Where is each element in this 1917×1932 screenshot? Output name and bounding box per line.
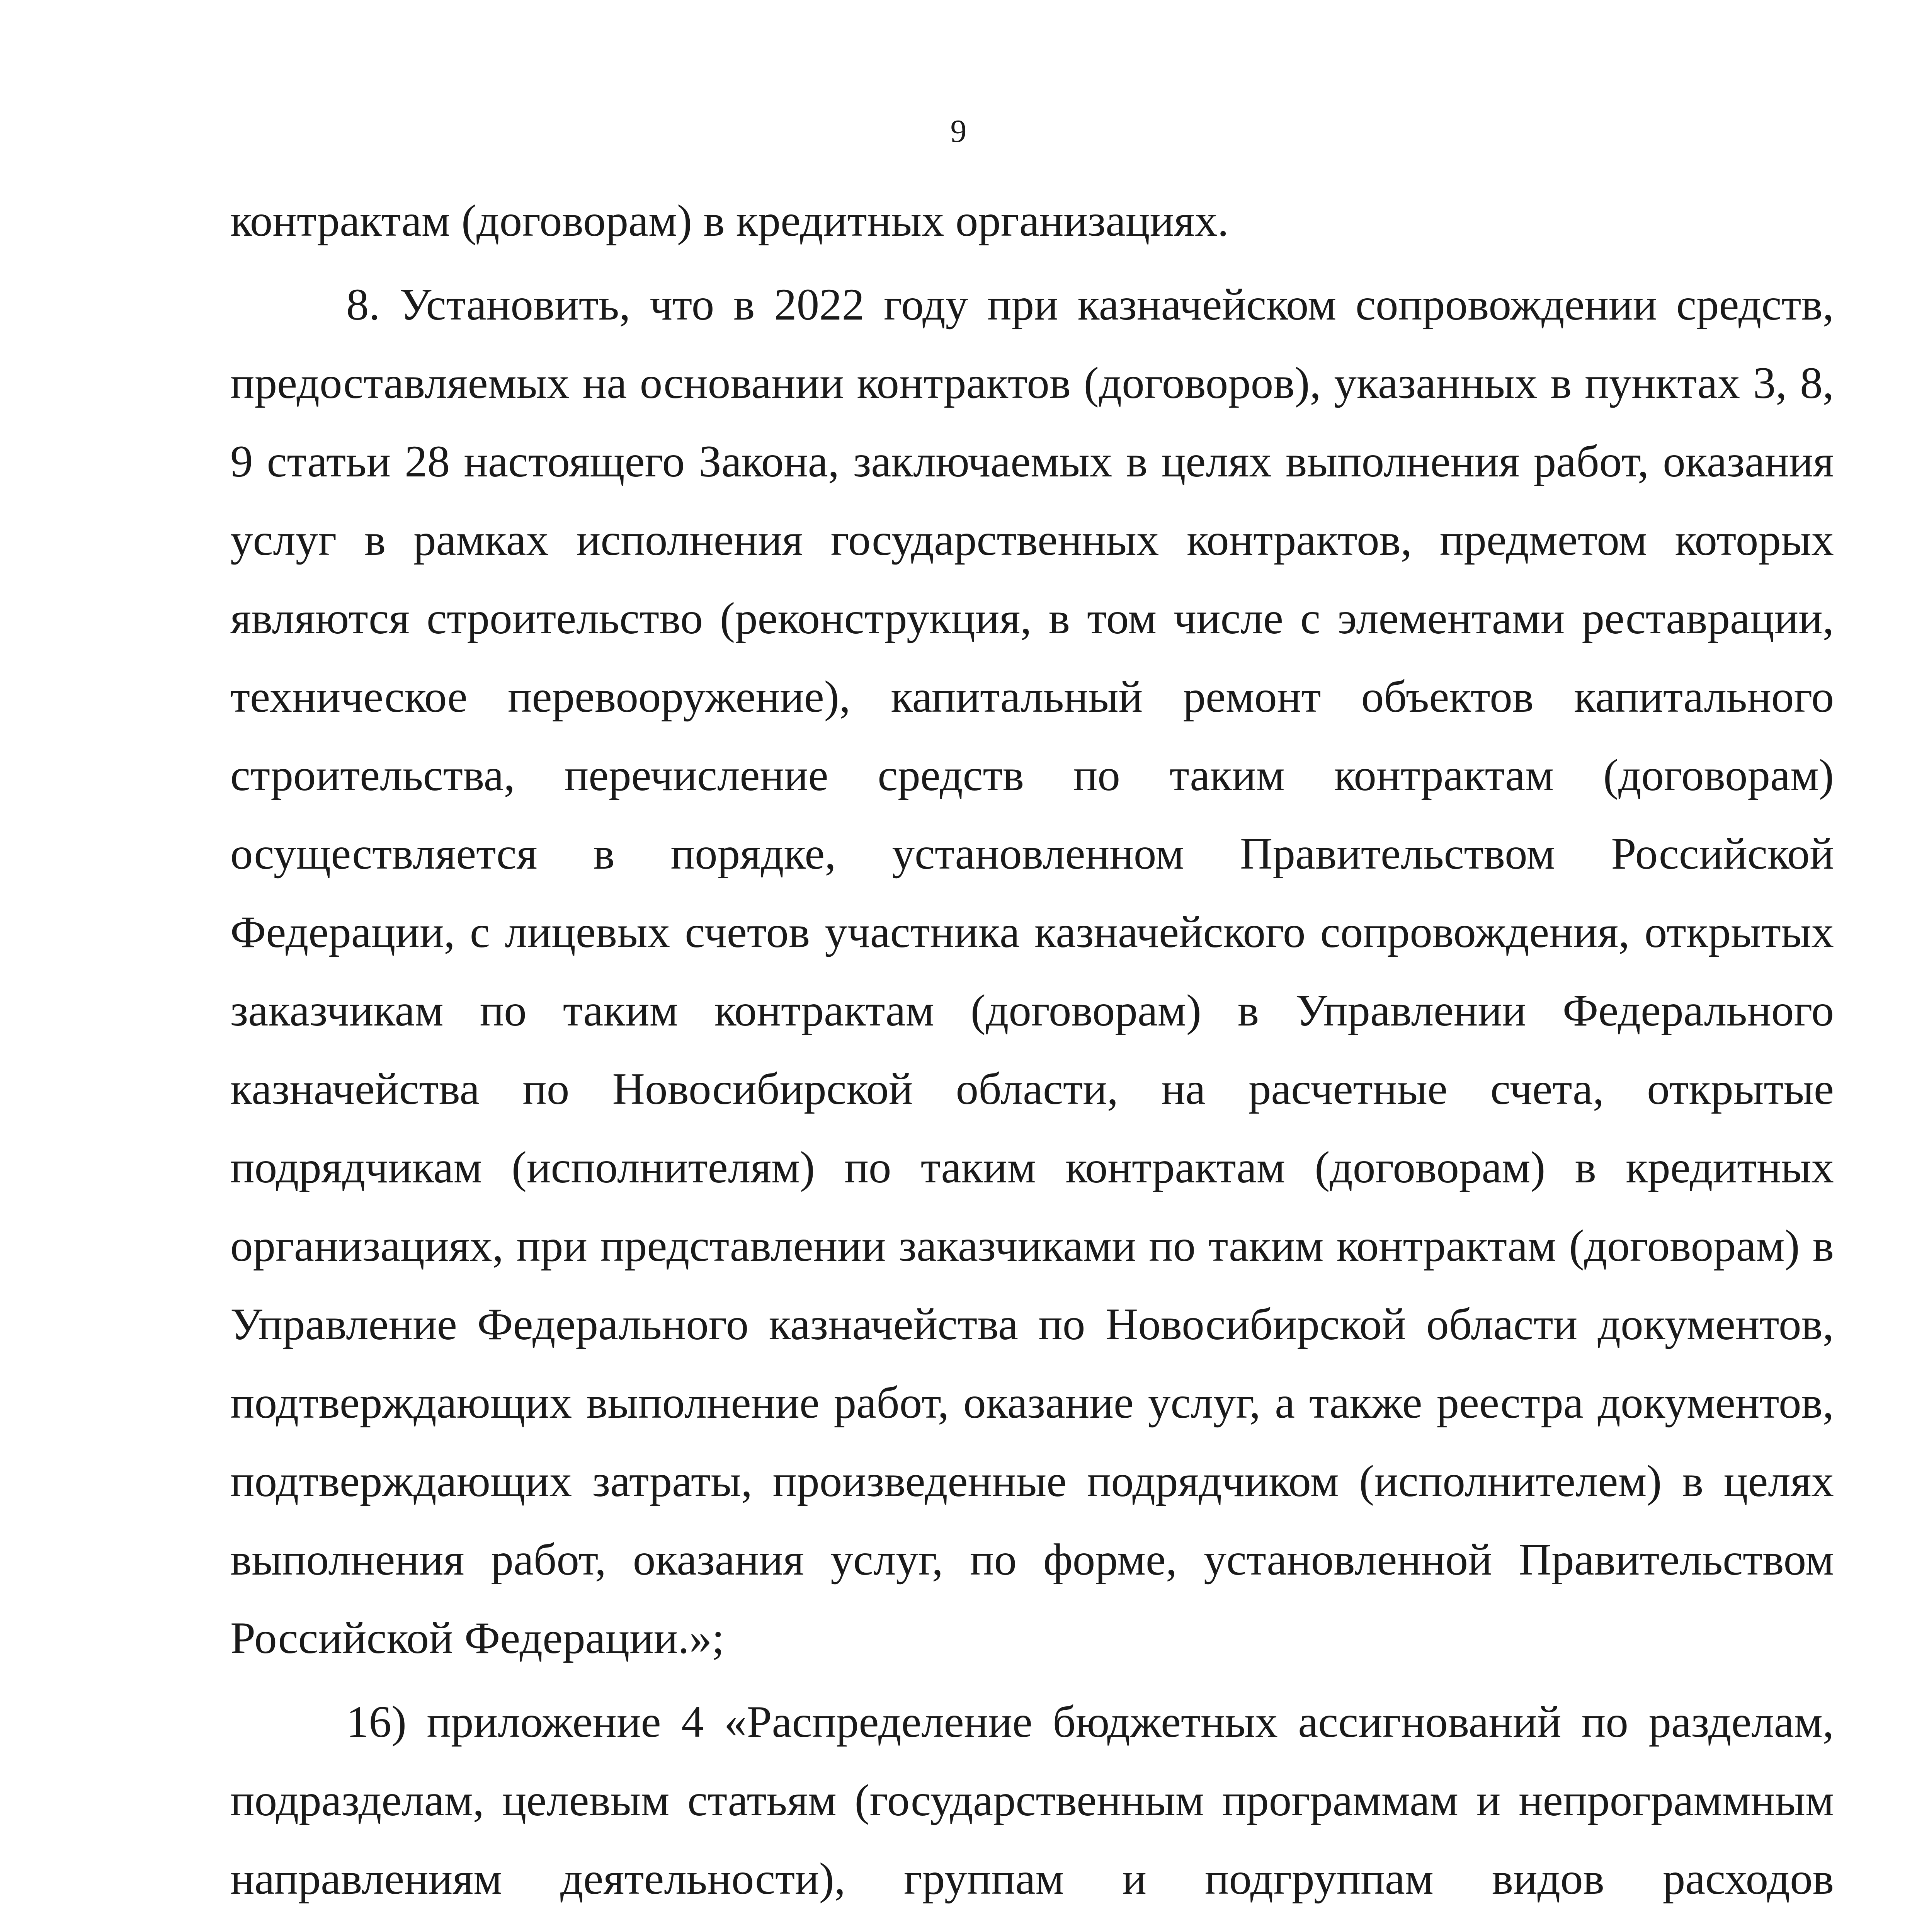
- paragraph-continuation: контрактам (договорам) в кредитных организациях.: [230, 196, 1229, 246]
- document-body: [230, 182, 1834, 1932]
- paragraph-item-8: 8. Установить, что в 2022 году при казначейском сопровождении средств, предоставляемых на основании контрактов (договоров), указанных в пунктах 3, 8, 9 статьи 28 настоящего Закона, заключаемых в целях выполнения работ, оказания услуг в рамках исполнения государственных контрактов, предметом которых являются строительство (реконструкция, в том числе с элементами реставрации, техническое перевооружение), капитальный ремонт объектов капитального строительства, перечисление средств по таким контрактам (договорам) осуществляется в порядке, установленном Правительством Российской Федерации, с лицевых счетов участника казначейского сопровождения, открытых заказчикам по таким контрактам (договорам) в Управлении Федерального казначейства по Новосибирской области, на расчетные счета, открытые подрядчикам (исполнителям) по таким контрактам (договорам) в кредитных организациях, при представлении заказчиками по таким контрактам (договорам) в Управление Федерального казначейства по Новосибирской области документов, подтверждающих выполнение работ, оказание услуг, а также реестра документов, подтверждающих затраты, произведенные подрядчиком (исполнителем) в целях выполнения работ, оказания услуг, по форме, установленной Правительством Российской Федерации.»;: [230, 280, 1834, 1663]
- paragraph-item-16: 16) приложение 4 «Распределение бюджетных ассигнований по разделам, подразделам, целевым статьям (государственным программам и непрограммным направлениям деятельности), группам и подгруппам видов расходов: [230, 1697, 1834, 1904]
- page-number: 9: [950, 113, 967, 149]
